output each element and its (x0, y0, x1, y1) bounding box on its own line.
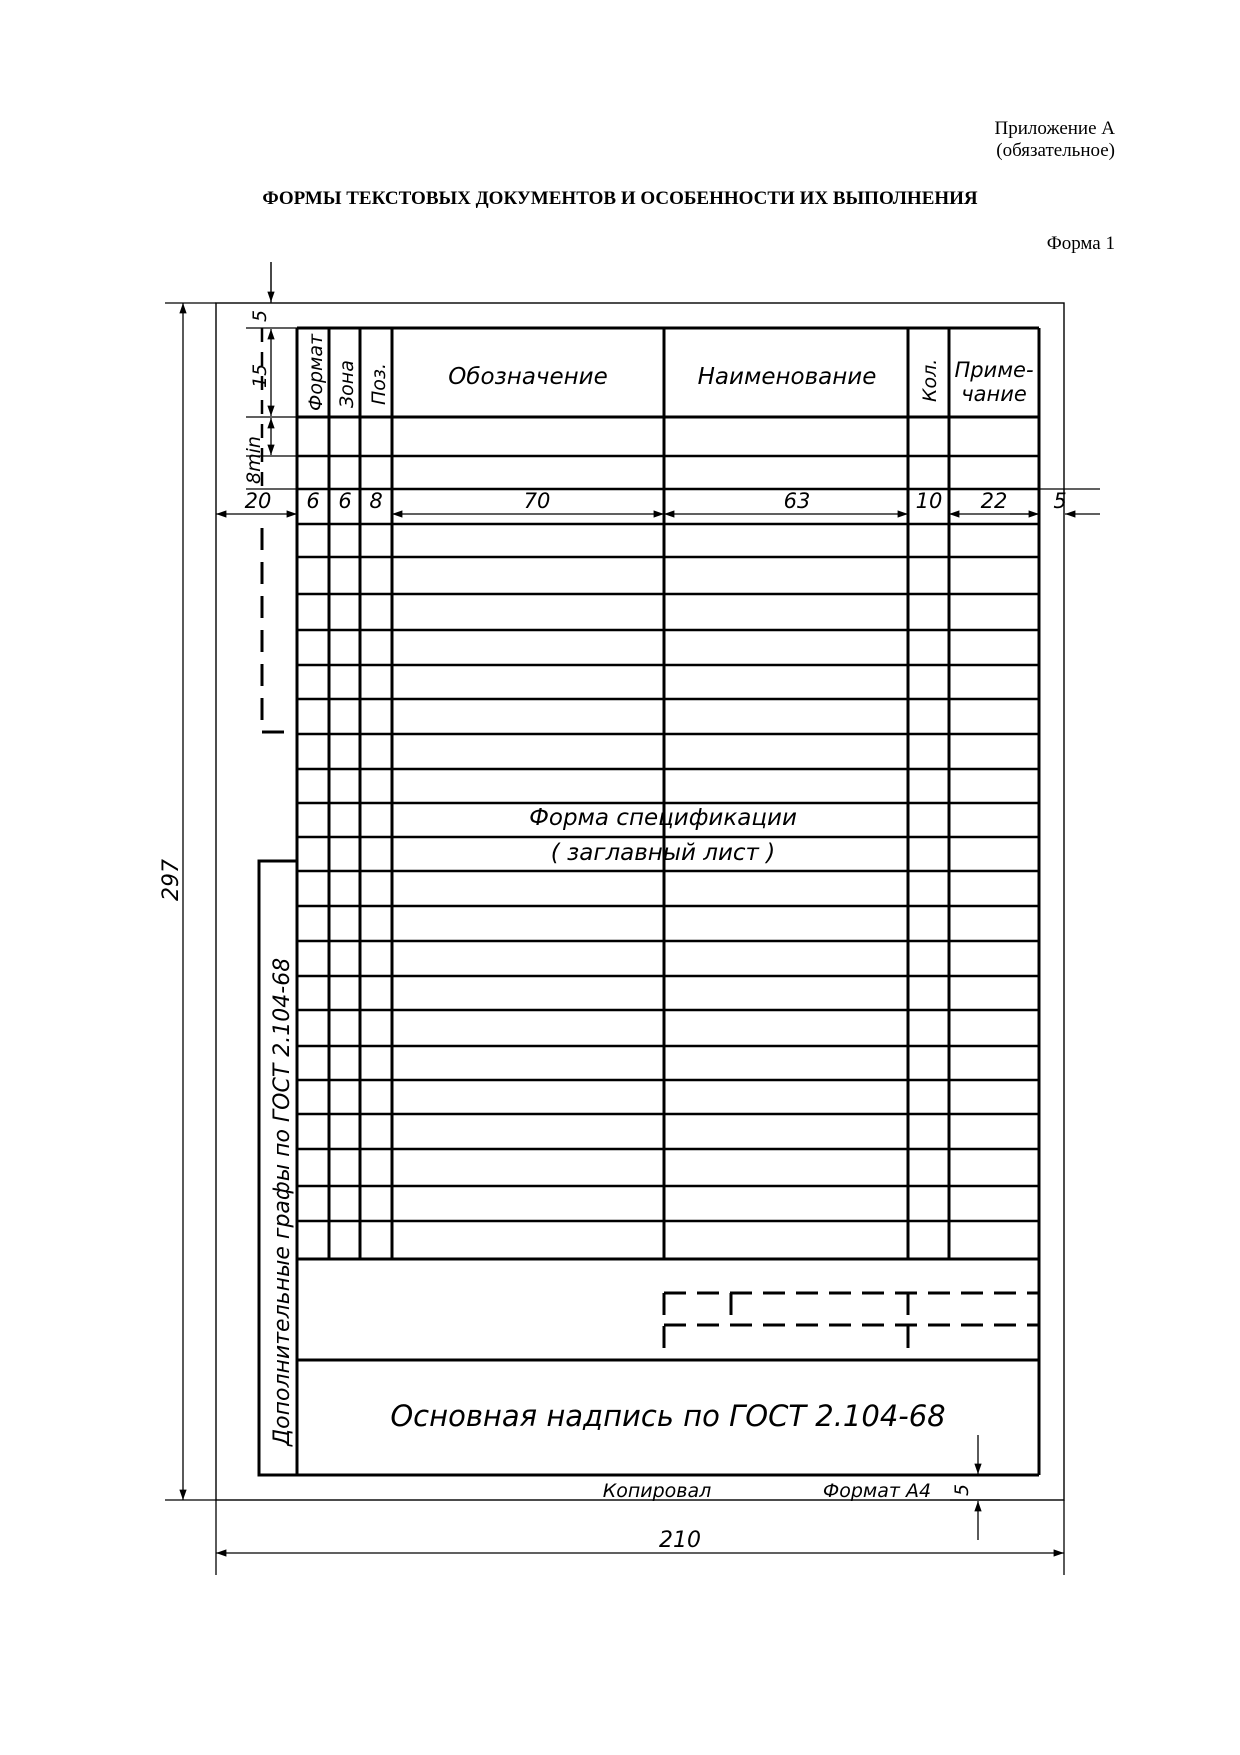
page-title: ФОРМЫ ТЕКСТОВЫХ ДОКУМЕНТОВ И ОСОБЕННОСТИ ИХ ВЫПОЛНЕНИЯ (262, 188, 978, 209)
dim-20: 20 (244, 489, 272, 513)
col-qty-label: Кол. (919, 358, 941, 402)
col-format-label: Формат (305, 333, 327, 411)
dashed-title-extension (664, 1293, 1039, 1360)
dim-5-bottom: 5 (951, 1483, 973, 1496)
dim-15: 15 (249, 363, 271, 388)
sheet-outline (216, 303, 1067, 1500)
format-label: Формат А4 (822, 1480, 932, 1502)
col-pos-label: Поз. (368, 362, 390, 405)
appendix-line1: Приложение А (994, 118, 1115, 139)
dim-22: 22 (980, 489, 1008, 513)
dim-5-top: 5 (249, 309, 271, 322)
appendix-line2: (обязательное) (996, 140, 1115, 161)
dim-70: 70 (523, 489, 551, 513)
form-number: Форма 1 (1046, 233, 1115, 254)
dim-6a: 6 (306, 489, 320, 513)
col-note-label-line2: чание (961, 382, 1027, 406)
dim-6b: 6 (338, 489, 352, 513)
column-lines (329, 328, 949, 1259)
dashed-left-bracket (262, 528, 297, 732)
copied-label: Копировал (602, 1480, 712, 1502)
dim-297: 297 (159, 859, 184, 901)
col-name-label: Наименование (697, 364, 877, 390)
dim-210: 210 (659, 1528, 701, 1553)
col-note-label-line1: Приме- (954, 358, 1034, 382)
dim-5-right: 5 (1053, 489, 1067, 513)
col-designation-label: Обозначение (448, 364, 608, 390)
center-label-line2: ( заглавный лист ) (550, 840, 776, 866)
dim-8: 8 (369, 489, 383, 513)
dimension-lines (165, 262, 1100, 1575)
center-label-line1: Форма спецификации (529, 805, 797, 831)
dim-8min: 8min (243, 436, 265, 484)
col-zone-label: Зона (336, 360, 358, 408)
title-block-label: Основная надпись по ГОСТ 2.104-68 (390, 1399, 946, 1433)
dim-63: 63 (783, 489, 811, 513)
dim-10: 10 (915, 489, 943, 513)
side-label: Дополнительные графы по ГОСТ 2.104-68 (270, 957, 295, 1446)
